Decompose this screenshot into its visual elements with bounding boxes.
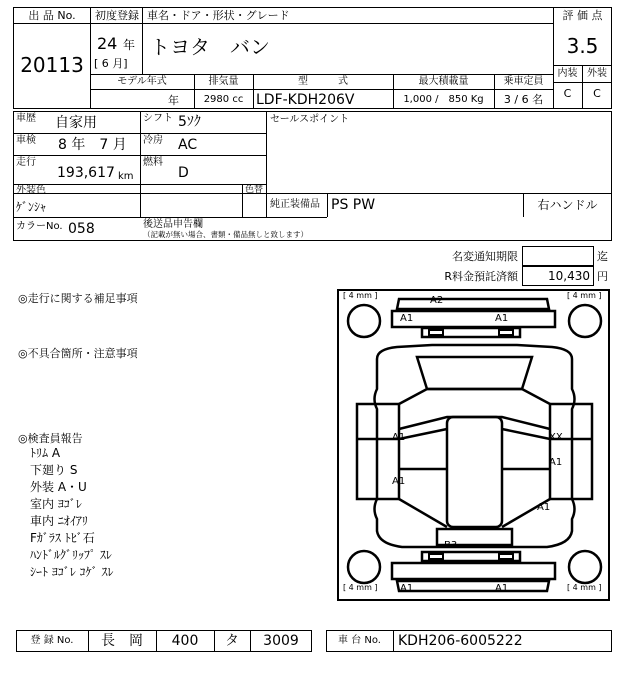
interior-label: 内装 xyxy=(557,68,578,79)
handle: 右ハンドル xyxy=(537,198,598,212)
inspection-label: 車検 xyxy=(16,135,36,146)
later-report-note: （記載が無い場合、書類・備品無しと致します） xyxy=(143,230,308,239)
fuel: D xyxy=(178,165,189,181)
chassis-no: KDH206-6005222 xyxy=(398,633,523,649)
mark-front-a1-right: A1 xyxy=(495,313,509,324)
mark-left-side-upper: A1 xyxy=(392,432,406,443)
reg-class: 400 xyxy=(171,633,199,649)
later-report-label: 後送品申告欄 xyxy=(143,219,203,230)
inspector-line: 室内 ﾖｺﾞﾚ xyxy=(30,497,82,511)
type-label: 型 式 xyxy=(298,76,348,87)
mark-front-a2: A2 xyxy=(430,295,444,306)
car-name: トヨタ バン xyxy=(150,35,270,59)
lot-number: 20113 xyxy=(20,53,84,77)
lot-label: 出 品 No. xyxy=(28,9,76,22)
sales-point-label: セールスポイント xyxy=(270,114,350,125)
mark-front-a1-left: A1 xyxy=(400,313,414,324)
displacement-label: 排気量 xyxy=(208,76,239,87)
color-no-label: カラーNo. xyxy=(16,221,63,232)
ac: AC xyxy=(178,137,198,153)
defects-title: ◎不具合箇所・注意事項 xyxy=(18,347,138,360)
first-reg-month: [ 6 月] xyxy=(94,57,128,70)
car-diagram-drawing xyxy=(337,289,610,601)
exterior-label: 外装 xyxy=(587,68,607,79)
interior-grade: C xyxy=(563,87,572,100)
mileage-unit: km xyxy=(118,171,134,182)
tire-label-front-right: [ 4 mm ] xyxy=(567,291,602,300)
tire-label-rear-right: [ 4 mm ] xyxy=(567,583,602,592)
shift: 5ｿｸ xyxy=(178,114,201,130)
model-year-unit: 年 xyxy=(168,94,179,107)
inspection: 8 年 7 月 xyxy=(58,137,127,153)
eval-score: 3.5 xyxy=(566,34,599,58)
deadline-box xyxy=(522,246,594,266)
recycle-amount: 10,430 xyxy=(548,269,590,283)
exterior-color-label: 外装色 xyxy=(16,185,46,196)
mark-rear-b3: B3 xyxy=(444,540,458,551)
eval-label: 評 価 点 xyxy=(562,9,603,22)
mileage: 193,617 xyxy=(57,165,115,181)
exterior-grade: C xyxy=(593,87,601,100)
tire-label-rear-left: [ 4 mm ] xyxy=(343,583,378,592)
reg-area: 長 岡 xyxy=(101,633,143,649)
chassis-label: 車 台 No. xyxy=(338,635,381,646)
mark-right-side-xx: XX xyxy=(549,432,563,443)
mileage-label: 走行 xyxy=(16,157,36,168)
car-name-label: 車名・ドア・形状・グレード xyxy=(147,9,290,22)
first-reg-label: 初度登録 xyxy=(95,9,139,22)
inspector-line: Fｶﾞﾗｽ ﾄﾋﾞ石 xyxy=(30,531,95,545)
inspector-line: 車内 ﾆｵｲｱﾘ xyxy=(30,514,88,528)
equipment: PS PW xyxy=(331,197,376,213)
reg-label: 登 録 No. xyxy=(30,635,74,646)
mark-left-side-lower: A1 xyxy=(392,476,406,487)
mark-right-side-lower: A1 xyxy=(537,502,551,513)
capacity: 3 / 6 名 xyxy=(503,93,544,106)
max-load-label: 最大積載量 xyxy=(418,76,469,87)
displacement: 2980 cc xyxy=(203,94,244,105)
recycle-unit: 円 xyxy=(597,270,608,283)
inspector-report xyxy=(30,447,230,583)
model-year-label: モデル年式 xyxy=(117,76,167,87)
ac-label: 冷房 xyxy=(143,135,163,146)
fuel-label: 燃料 xyxy=(143,157,163,168)
color-no: 058 xyxy=(68,221,95,237)
inspector-line: ﾊﾝﾄﾞﾙｸﾞﾘｯﾌﾟ ｽﾚ xyxy=(30,548,112,562)
history-label: 車歴 xyxy=(16,113,36,124)
capacity-label: 乗車定員 xyxy=(503,76,544,87)
inspector-line: ｼｰﾄ ﾖｺﾞﾚ ｺｹﾞ ｽﾚ xyxy=(30,565,114,579)
history: 自家用 xyxy=(55,115,97,131)
exterior-color: ｹﾞﾝｼｬ xyxy=(16,200,47,214)
inspector-title: ◎検査員報告 xyxy=(18,432,83,445)
reg-kana: タ xyxy=(225,633,239,649)
reg-number: 3009 xyxy=(263,633,299,649)
mark-rear-a1-right: A1 xyxy=(495,583,509,594)
shift-label: シフト xyxy=(143,113,173,124)
equipment-label: 純正装備品 xyxy=(270,199,320,210)
color-change-label: 色替 xyxy=(245,185,264,195)
first-reg-year-unit: 年 xyxy=(123,38,136,52)
max-load: 1,000 / 850 Kg xyxy=(403,94,484,105)
tire-label-front-left: [ 4 mm ] xyxy=(343,291,378,300)
mark-rear-a1-left: A1 xyxy=(400,583,414,594)
inspector-line: ﾄﾘﾑ A xyxy=(30,446,61,460)
recycle-label: R料金預託済額 xyxy=(444,270,518,283)
inspector-line: 下廻り S xyxy=(30,463,78,477)
first-reg-year: 24 xyxy=(97,34,118,53)
model-code: LDF-KDH206V xyxy=(256,92,355,108)
deadline-label: 名変通知期限 xyxy=(452,250,518,263)
deadline-unit: 迄 xyxy=(597,250,608,263)
inspector-line: 外装 A・U xyxy=(30,480,87,494)
mark-right-side-upper: A1 xyxy=(549,457,563,468)
running-notes-title: ◎走行に関する補足事項 xyxy=(18,292,138,305)
